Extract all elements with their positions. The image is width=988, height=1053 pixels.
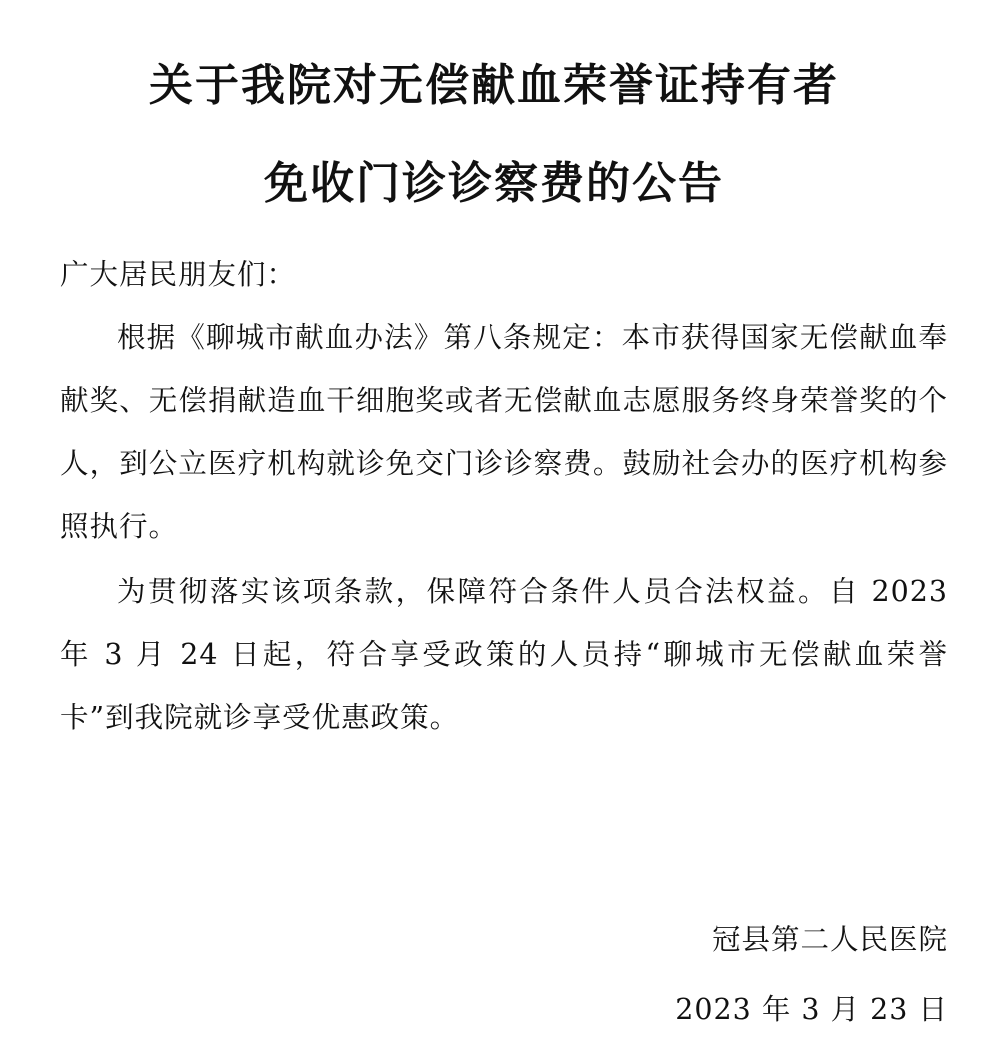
signature-organization: 冠县第二人民医院 [711,923,948,956]
paragraph-implementation: 为贯彻落实该项条款，保障符合条件人员合法权益。自 2023 年 3 月 24 日起，符合享受政策的人员持“聊城市无偿献血荣誉卡”到我院就诊享受优惠政策。 [60,575,948,734]
salutation: 广大居民朋友们： [60,258,297,291]
signature-date: 2023 年 3 月 23 日 [675,993,948,1026]
paragraph-regulation: 根据《聊城市献血办法》第八条规定：本市获得国家无偿献血奉献奖、无偿捐献造血干细胞奖或者无偿献血志愿服务终身荣誉奖的个人，到公立医疗机构就诊免交门诊诊察费。鼓励社会办的医疗机构参照执行。 [60,321,948,543]
notice-title-line-2: 免收门诊诊察费的公告 [264,158,724,209]
notice-title-line-1: 关于我院对无偿献血荣誉证持有者 [149,60,839,111]
